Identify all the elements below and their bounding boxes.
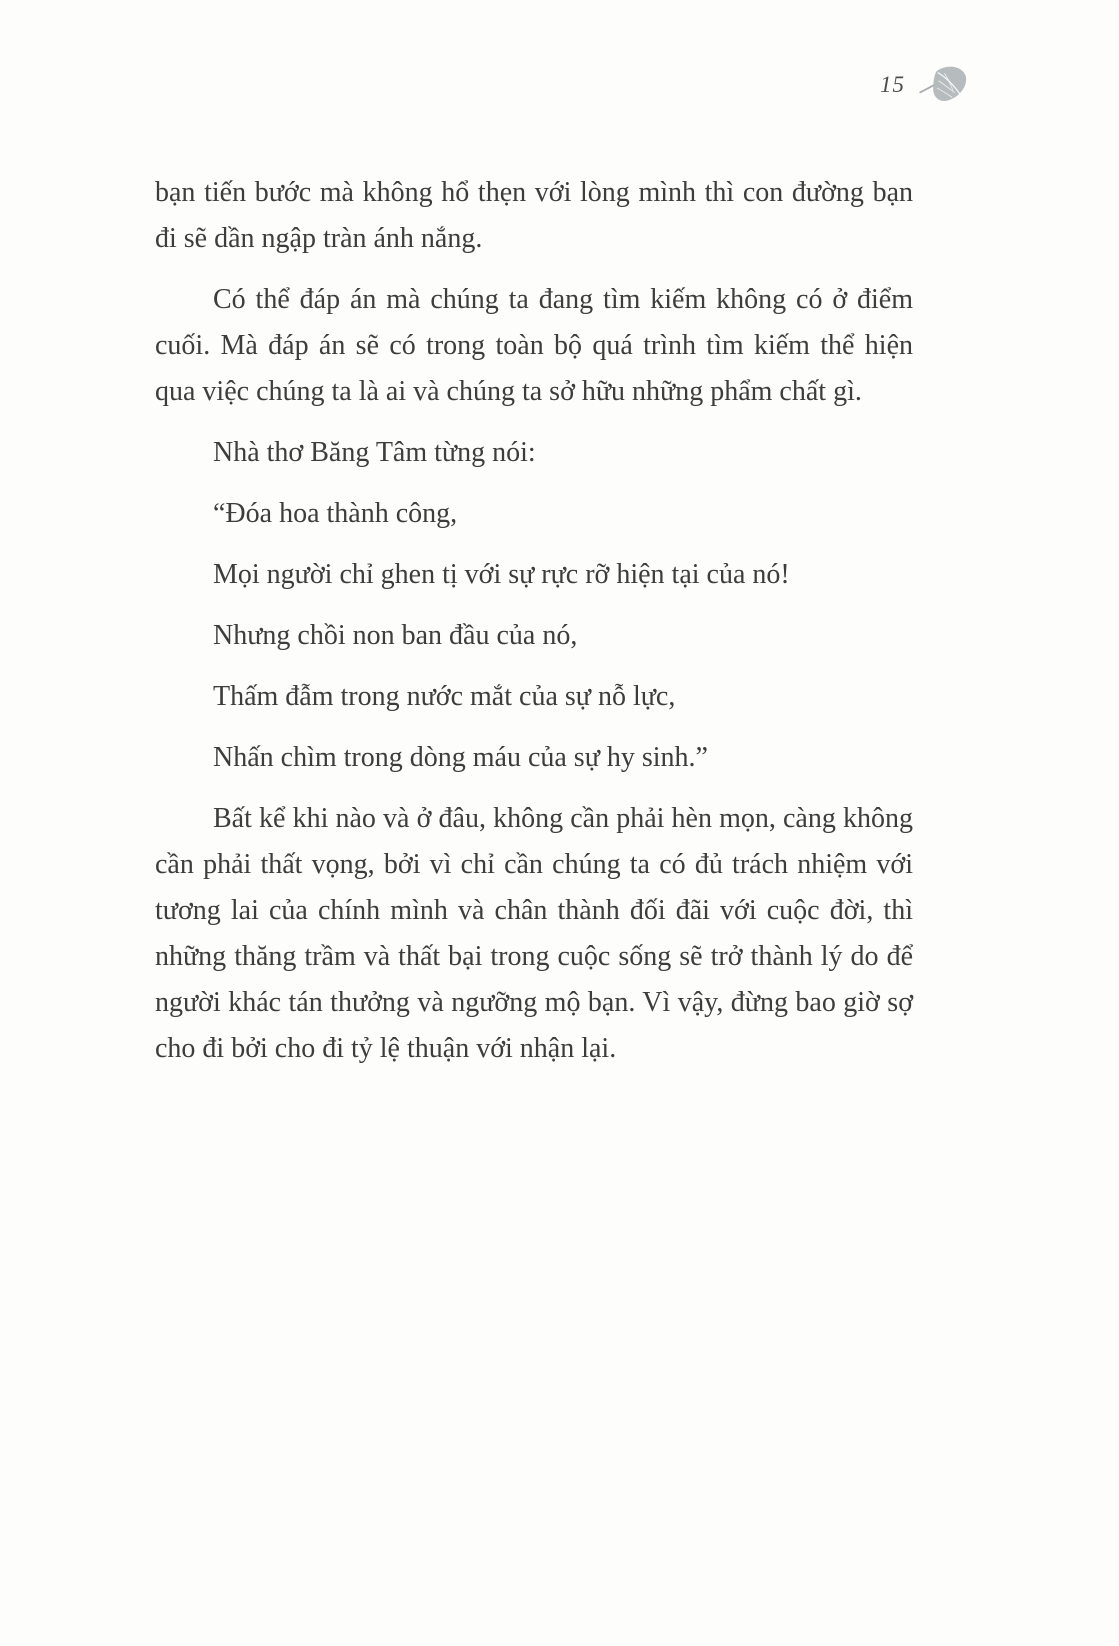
paragraph: Nhấn chìm trong dòng máu của sự hy sinh.”	[213, 742, 708, 773]
paragraph: Thấm đẫm trong nước mắt của sự nỗ lực,	[213, 681, 676, 712]
paragraph: Có thể đáp án mà chúng ta đang tìm kiếm không có ở điểm cuối. Mà đáp án sẽ có trong toàn bộ quá trình tìm kiếm thể hiện qua việc chúng ta là ai và chúng ta sở hữu những phẩm chất gì.	[155, 284, 913, 407]
paragraph: Nhà thơ Băng Tâm từng nói:	[213, 437, 536, 468]
page-content	[155, 170, 913, 1087]
paragraph: bạn tiến bước mà không hổ thẹn với lòng mình thì con đường bạn đi sẽ dần ngập tràn ánh nắng.	[155, 177, 913, 254]
paragraph: “Đóa hoa thành công,	[213, 498, 458, 529]
paragraph: Bất kể khi nào và ở đâu, không cần phải hèn mọn, càng không cần phải thất vọng, bởi vì chỉ cần chúng ta có đủ trách nhiệm với tương lai của chính mình và chân thành đối đãi với cuộc đời, thì những thăng trầm và thất bại trong cuộc sống sẽ trở thành lý do để người khác tán thưởng và ngưỡng mộ bạn. Vì vậy, đừng bao giờ sợ cho đi bởi cho đi tỷ lệ thuận với nhận lại.	[155, 803, 913, 1064]
leaf-icon	[917, 62, 969, 108]
paragraph: Nhưng chồi non ban đầu của nó,	[213, 620, 578, 651]
page-header	[880, 62, 969, 108]
paragraph: Mọi người chỉ ghen tị với sự rực rỡ hiện tại của nó!	[213, 559, 790, 590]
page-number: 15	[880, 72, 905, 97]
